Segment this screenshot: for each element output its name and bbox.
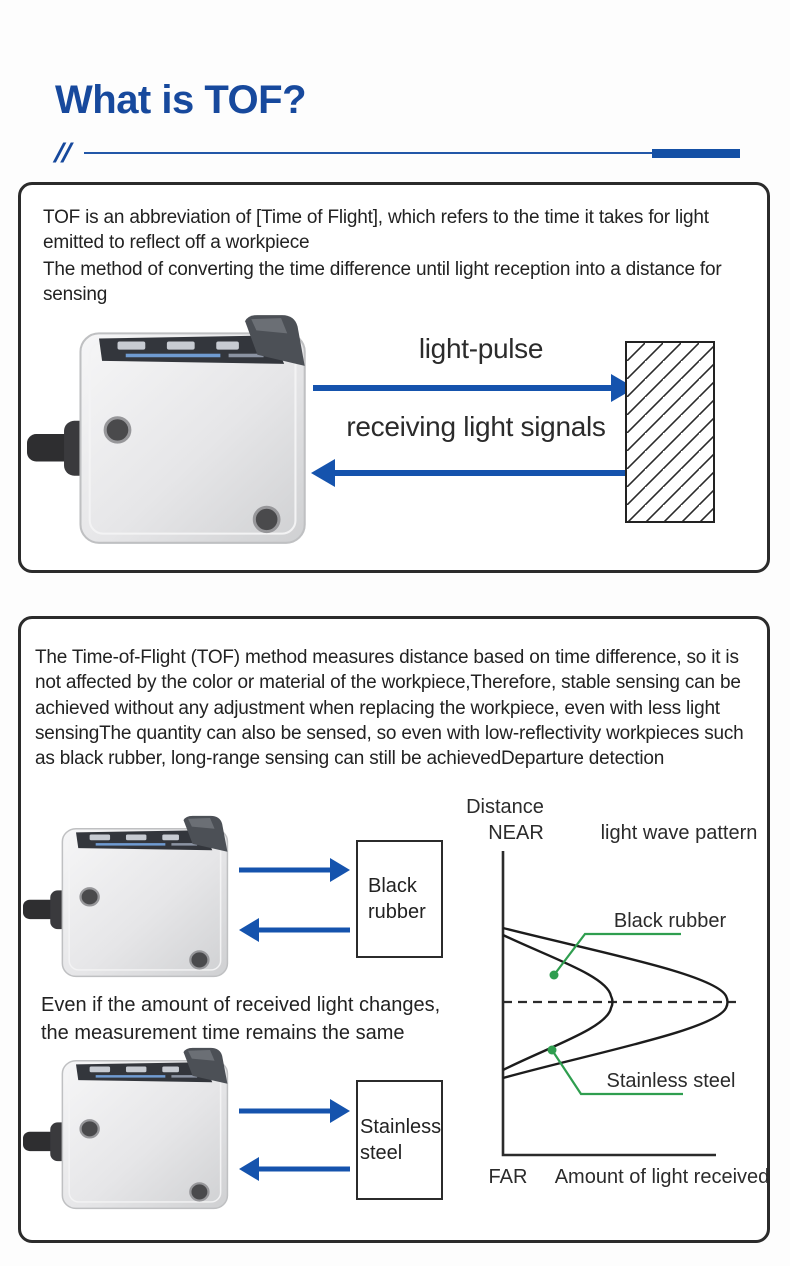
arrow-head-icon <box>239 918 259 942</box>
emitted-light-arrow <box>313 374 635 402</box>
stainless-steel-target-box: Stainless steel <box>356 1080 443 1200</box>
hatch-pattern-icon <box>627 343 713 521</box>
black-rubber-marker-dot <box>550 971 559 980</box>
decor-thick-bar <box>652 149 740 158</box>
arrow-shaft <box>239 1109 334 1114</box>
arrow-head-icon <box>330 858 350 882</box>
received-light-arrow-steel <box>239 1157 350 1181</box>
caption-line-2: the measurement time remains the same <box>41 1022 405 1044</box>
chart-x-axis-label: Amount of light received <box>554 1166 770 1188</box>
received-light-arrow <box>311 459 635 487</box>
tof-definition-text: TOF is an abbreviation of [Time of Flight], which refers to the time it takes for light emitted to reflect off a workpiece <box>43 207 709 254</box>
emitted-light-arrow-rubber <box>239 858 350 882</box>
arrow-shaft <box>255 928 350 933</box>
light-wave-chart <box>443 788 783 1188</box>
black-rubber-target-box: Black rubber <box>356 840 443 958</box>
caption-line-1: Even if the amount of received light changes, <box>41 994 441 1016</box>
arrow-head-icon <box>330 1099 350 1123</box>
chart-far-label: FAR <box>488 1166 528 1188</box>
arrow-shaft <box>255 1167 350 1172</box>
arrow-shaft <box>239 868 334 873</box>
chart-near-label: NEAR <box>488 822 544 844</box>
tof-method-text: The method of converting the time difference until light reception into a distance for sensing <box>43 259 722 306</box>
arrow-shaft <box>331 470 635 476</box>
receiving-light-label: receiving light signals <box>346 411 606 442</box>
received-light-arrow-rubber <box>239 918 350 942</box>
black-rubber-annotation: Black rubber <box>613 910 727 932</box>
page-title: What is TOF? <box>55 78 307 122</box>
tof-definition-card <box>18 182 770 573</box>
light-pulse-label: light-pulse <box>418 333 544 364</box>
decor-thin-line <box>84 152 652 154</box>
emitted-light-arrow-steel <box>239 1099 350 1123</box>
arrow-head-icon <box>311 459 335 487</box>
workpiece-hatched-target <box>625 341 715 523</box>
arrow-head-icon <box>239 1157 259 1181</box>
measurement-caption <box>41 991 440 1047</box>
stainless-annotation: Stainless steel <box>606 1070 736 1092</box>
decor-slashes: // <box>52 137 73 168</box>
chart-title: light wave pattern <box>600 822 758 844</box>
title-underline-decoration <box>52 137 740 168</box>
tof-sensor-illustration <box>23 813 235 985</box>
tof-sensor-illustration <box>27 311 315 555</box>
tof-sensor-illustration <box>23 1045 235 1217</box>
tof-advantage-text: The Time-of-Flight (TOF) method measures distance based on time difference, so it is not affected by the color or material of the workpiece,Therefore, stable sensing can be achieved without any adjustment when replacing the workpiece, even with less light sensingThe quantity can also be sensed, so even with low-reflectivity workpieces such as black rubber, long-range sensing can still be achievedDeparture detection <box>35 647 744 770</box>
arrow-shaft <box>313 385 615 391</box>
chart-y-axis-label: Distance <box>466 796 544 818</box>
tof-advantage-card <box>18 616 770 1243</box>
stainless-marker-dot <box>548 1046 557 1055</box>
